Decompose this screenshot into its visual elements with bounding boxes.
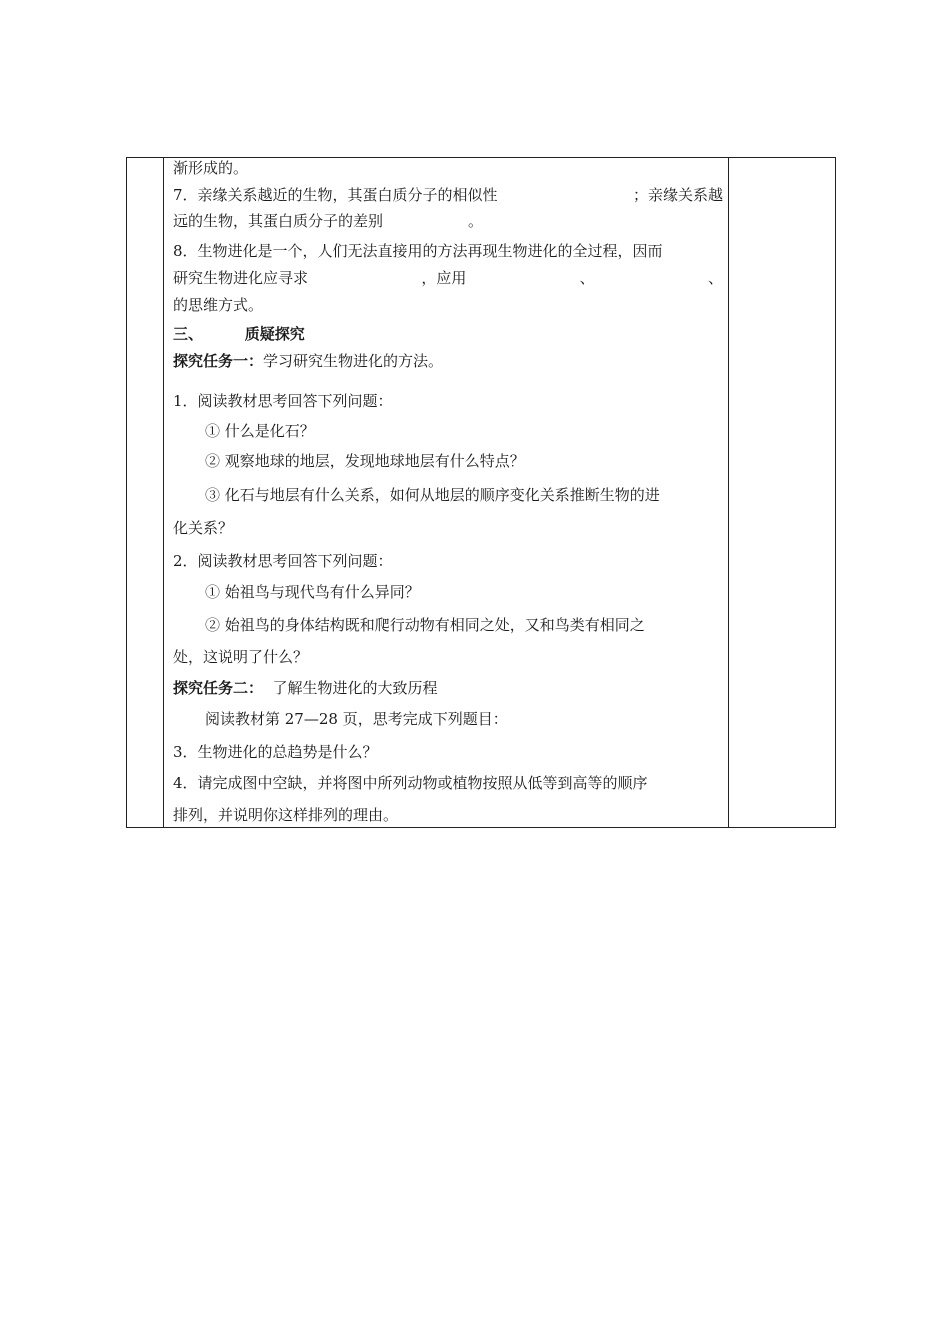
text-line: 渐形成的。 bbox=[173, 159, 249, 177]
question-7-text-cont: ；亲缘关系越 bbox=[632, 186, 723, 204]
question-2: 2．阅读教材思考回答下列问题： bbox=[173, 552, 393, 570]
question-4-cont: 排列，并说明你这样排列的理由。 bbox=[173, 806, 399, 824]
worksheet-table bbox=[126, 157, 836, 828]
question-7-text: 7．亲缘关系越近的生物，其蛋白质分子的相似性 bbox=[173, 186, 498, 204]
question-1a: ① 什么是化石？ bbox=[205, 422, 315, 440]
question-3: 3．生物进化的总趋势是什么？ bbox=[173, 743, 378, 761]
question-1b: ② 观察地球的地层，发现地球地层有什么特点？ bbox=[205, 452, 525, 470]
question-7-line-2: 远的生物，其蛋白质分子的差别 。 bbox=[173, 212, 484, 230]
task-1-heading: 探究任务一：学习研究生物进化的方法。 bbox=[173, 352, 444, 370]
question-1: 1．阅读教材思考回答下列问题： bbox=[173, 392, 393, 410]
section-heading: 三、 质疑探究 bbox=[173, 325, 305, 343]
question-1c: ③ 化石与地层有什么关系，如何从地层的顺序变化关系推断生物的进 bbox=[205, 486, 660, 504]
main-content-cell bbox=[173, 158, 723, 827]
question-8-line-2: 研究生物进化应寻求 ，应用 、 、 bbox=[173, 269, 723, 287]
question-7-line-1 bbox=[173, 185, 723, 205]
question-2b: ② 始祖鸟的身体结构既和爬行动物有相同之处，又和鸟类有相同之 bbox=[205, 616, 645, 634]
question-8-line-1: 8．生物进化是一个，人们无法直接用的方法再现生物进化的全过程，因而 bbox=[173, 242, 663, 260]
question-1c-cont: 化关系？ bbox=[173, 519, 234, 537]
task-2-heading: 探究任务二： 了解生物进化的大致历程 bbox=[173, 679, 438, 697]
left-column bbox=[127, 158, 164, 827]
question-2b-cont: 处，这说明了什么？ bbox=[173, 648, 309, 666]
reading-instruction: 阅读教材第 27—28 页，思考完成下列题目： bbox=[205, 710, 508, 728]
question-2a: ① 始祖鸟与现代鸟有什么异同？ bbox=[205, 583, 420, 601]
right-column bbox=[728, 158, 835, 827]
question-4: 4．请完成图中空缺，并将图中所列动物或植物按照从低等到高等的顺序 bbox=[173, 774, 648, 792]
question-8-line-3: 的思维方式。 bbox=[173, 296, 264, 314]
